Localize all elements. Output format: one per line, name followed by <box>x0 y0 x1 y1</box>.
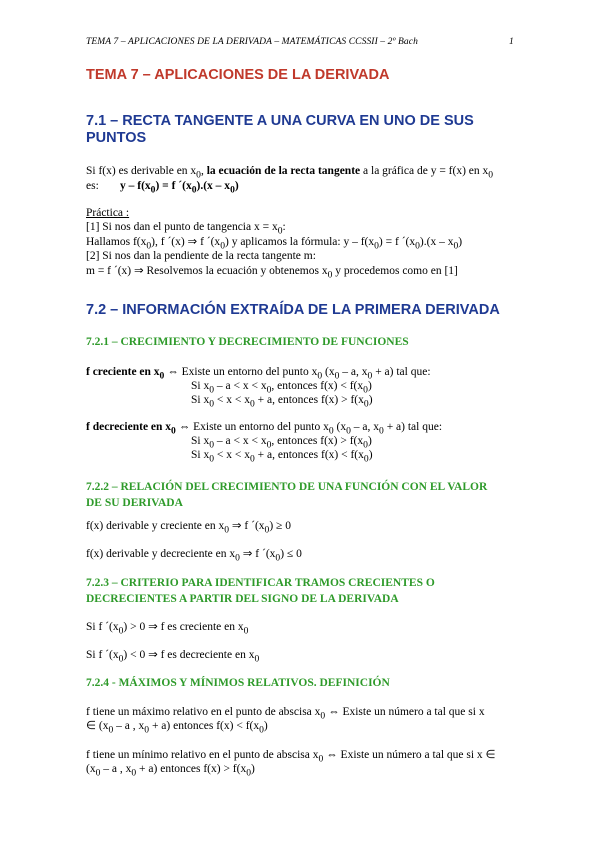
criterio-creciente-line: Si f $´(x_0) > 0$ ⇒ f es creciente en $x_0$ <box>86 621 249 637</box>
practica-2-line-1: [2] Si nos dan la pendiente de la recta tangente m: <box>86 250 316 262</box>
criterio-decreciente-line: Si f $´(x_0) < 0$ ⇒ f es decreciente en $x_0$ <box>86 649 260 665</box>
minimo-line-2: ($x_0$ – a , $x_0 + a$) entonces $f(x) > f(x_0)$ <box>86 763 255 779</box>
running-header: TEMA 7 – APLICACIONES DE LA DERIVADA – MATEMÁTICAS CCSSII – 2º Bach <box>86 37 418 47</box>
section-7-2-1-heading: 7.2.1 – CRECIMIENTO Y DECRECIMIENTO DE FUNCIONES <box>86 336 409 348</box>
practica-2-line-2: m = f ´(x) ⇒ Resolvemos la ecuación y obtenemos $x_0$ y procedemos como en [1] <box>86 265 458 281</box>
creciente-definition: f creciente en $x_0$ ⇔ Existe un entorno del punto $x_0$ ($x_0$ – a, $x_0 + a$) tal que: <box>86 366 431 382</box>
section-7-2-4-heading: 7.2.4 - MÁXIMOS Y MÍNIMOS RELATIVOS. DEFINICIÓN <box>86 677 390 689</box>
page-number: 1 <box>509 37 514 47</box>
creciente-condition-1: Si $x_0 - a < x < x_0$, entonces $f(x) < f(x_0)$ <box>191 380 372 396</box>
section-7-2-heading: 7.2 – INFORMACIÓN EXTRAÍDA DE LA PRIMERA DERIVADA <box>86 302 500 318</box>
maximo-line-2: ∈ ($x_0$ – a , $x_0 + a$) entonces $f(x) < f(x_0)$ <box>86 720 268 736</box>
section-7-2-2-heading: 7.2.2 – RELACIÓN DEL CRECIMIENTO DE UNA FUNCIÓN CON EL VALOR DE SU DERIVADA <box>86 481 488 509</box>
section-7-1-heading: 7.1 – RECTA TANGENTE A UNA CURVA EN UNO DE SUS PUNTOS <box>86 113 474 146</box>
tangent-formula: $y - f(x_0) = f$ $´(x_0).(x - x_0)$ <box>120 180 239 196</box>
decreciente-definition: f decreciente en $x_0$ ⇔ Existe un entorno del punto $x_0$ ($x_0$ – a, $x_0 + a$) tal que: <box>86 421 443 437</box>
derivable-creciente-line: f(x) derivable y creciente en $x_0$ ⇒ f $´(x_0) \ge 0$ <box>86 520 291 536</box>
es-label: es: <box>86 180 99 192</box>
creciente-condition-2: Si $x_0 < x < x_0 + a$, entonces $f(x) > f(x_0)$ <box>191 394 373 410</box>
derivable-decreciente-line: f(x) derivable y decreciente en $x_0$ ⇒ f $´(x_0) \le 0$ <box>86 548 302 564</box>
decreciente-condition-1: Si $x_0 - a < x < x_0$, entonces $f(x) > f(x_0)$ <box>191 435 372 451</box>
practica-label: Práctica : <box>86 207 130 219</box>
section-7-2-3-heading: 7.2.3 – CRITERIO PARA IDENTIFICAR TRAMOS CRECIENTES O DECRECIENTES A PARTIR DEL SIGNO DE LA DERIVADA <box>86 577 435 605</box>
practica-1-line-1: [1] Si nos dan el punto de tangencia $x = x_0$: <box>86 221 286 237</box>
maximo-line-1: f tiene un máximo relativo en el punto de abscisa $x_0$ ⇔ Existe un número a tal que si x <box>86 706 485 722</box>
minimo-line-1: f tiene un mínimo relativo en el punto de abscisa $x_0$ ⇔ Existe un número a tal que si x ∈ <box>86 749 496 765</box>
decreciente-condition-2: Si $x_0 < x < x_0 + a$, entonces $f(x) < f(x_0)$ <box>191 449 373 465</box>
practica-1-line-2: Hallamos $f(x_0)$, f ´(x) ⇒ f $´(x_0)$ y aplicamos la fórmula: $y - f(x_0) = f$ $´(x_0).(x - x_0)$ <box>86 236 463 252</box>
tangent-intro: Si f(x) es derivable en $x_0$, la ecuación de la recta tangente a la gráfica de y = f(x) en $x_0$ <box>86 165 494 181</box>
document-title: TEMA 7 – APLICACIONES DE LA DERIVADA <box>86 67 390 83</box>
